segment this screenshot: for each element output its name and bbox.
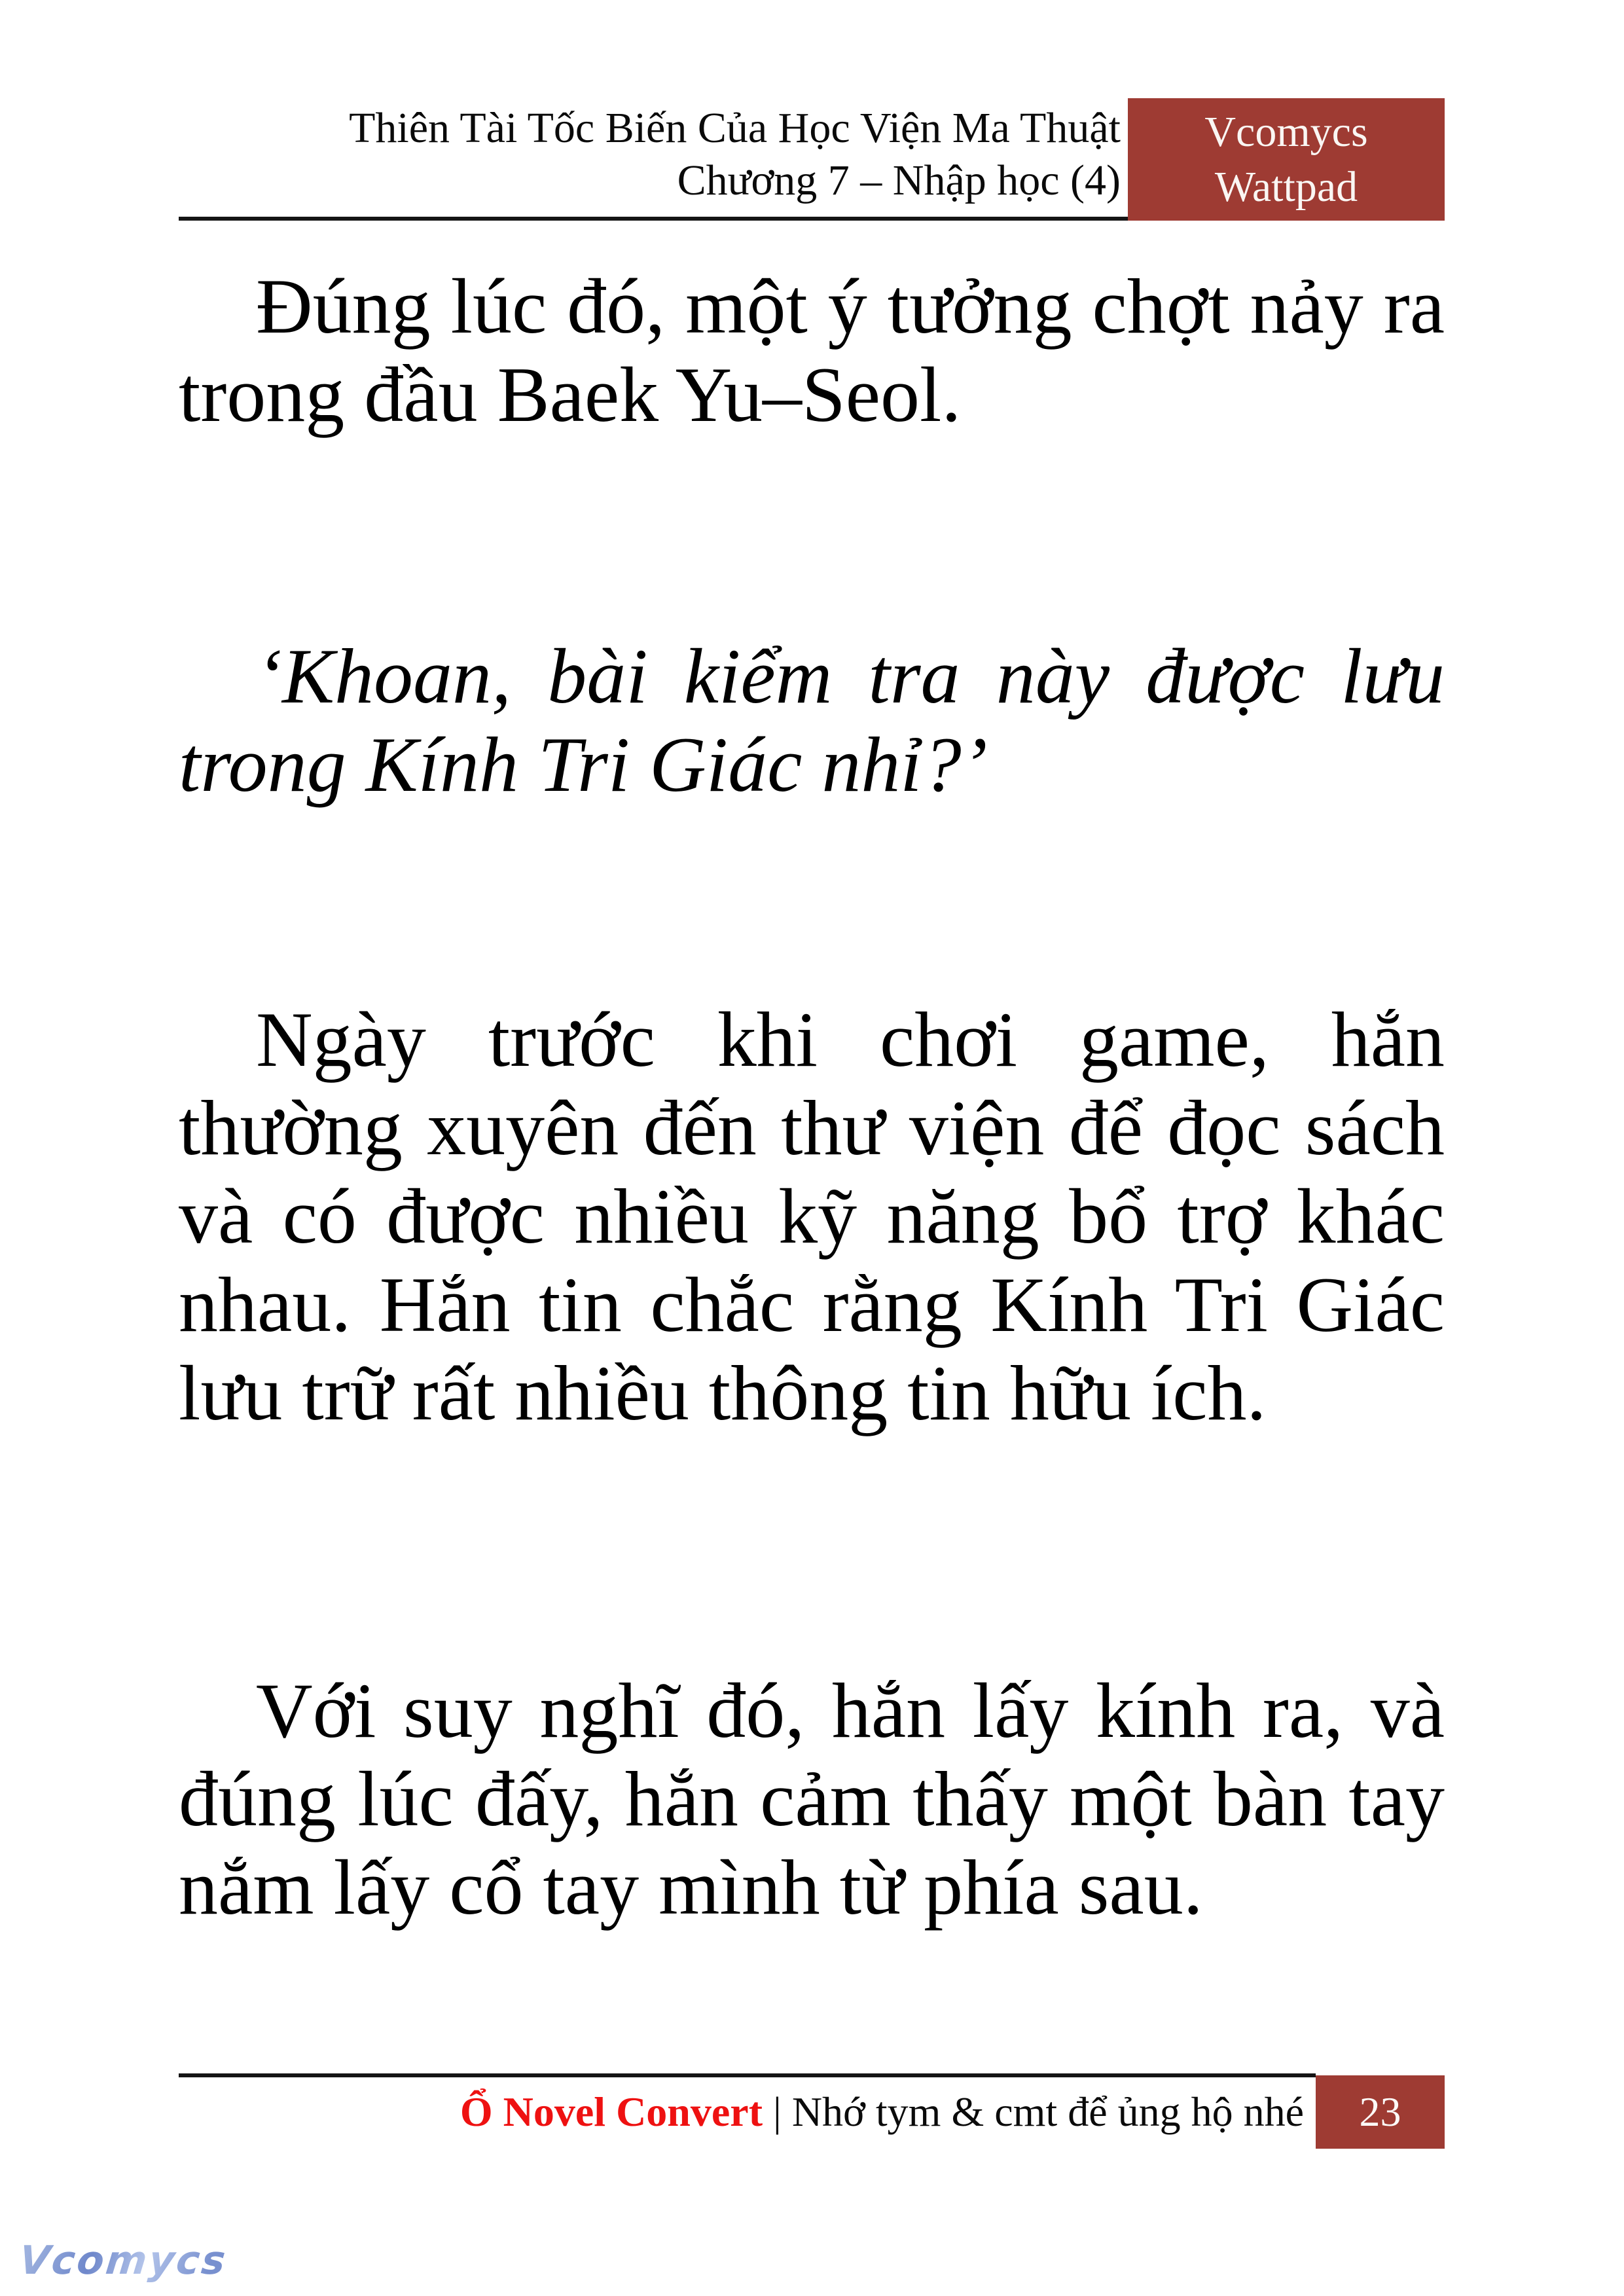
paragraph: Đúng lúc đó, một ý tưởng chợt nảy ra trong đầu Baek Yu–Seol. — [179, 263, 1445, 438]
book-title: Thiên Tài Tốc Biến Của Học Viện Ma Thuật — [349, 104, 1121, 152]
footer-brand-name: Ổ Novel Convert — [460, 2088, 763, 2135]
paragraph: Ngày trước khi chơi game, hắn thường xuyên đến thư viện để đọc sách và có được nhiều kỹ năng bổ trợ khác nhau. Hắn tin chắc rằng Kính Tri Giác lưu trữ rất nhiều thông tin hữu ích. — [179, 996, 1445, 1436]
footer-credit — [460, 2083, 1304, 2141]
paragraph-italic-thought: ‘Khoan, bài kiểm tra này được lưu trong Kính Tri Giác nhỉ?’ — [179, 632, 1445, 808]
page-header-title — [349, 102, 1121, 207]
footer-separator: | — [773, 2088, 782, 2135]
page-number-badge — [1316, 2075, 1445, 2149]
chapter-title: Chương 7 – Nhập học (4) — [677, 156, 1121, 204]
footer-note: Nhớ tym & cmt để ủng hộ nhé — [791, 2088, 1304, 2135]
header-brand-badge — [1128, 98, 1445, 221]
vcomycs-watermark-logo: Vcomycs — [17, 2238, 230, 2284]
header-brand-badge-line2: Wattpad — [1214, 162, 1358, 211]
chapter-text — [179, 262, 1445, 1931]
header-divider — [179, 217, 1128, 221]
header-brand-badge-line1: Vcomycs — [1204, 107, 1368, 156]
page-number: 23 — [1359, 2088, 1401, 2135]
footer-divider — [179, 2073, 1316, 2077]
paragraph: Với suy nghĩ đó, hắn lấy kính ra, và đúng lúc đấy, hắn cảm thấy một bàn tay nắm lấy cổ tay mình từ phía sau. — [179, 1667, 1445, 1931]
